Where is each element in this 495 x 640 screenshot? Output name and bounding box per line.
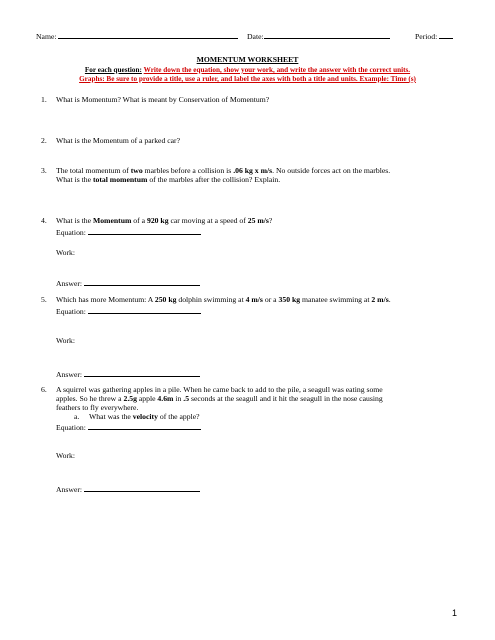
q4-speed: 25 m/s: [247, 216, 269, 225]
q5-text-i: .: [388, 295, 391, 304]
q6-sub-question-a: [74, 413, 200, 422]
q5-manatee-speed: 2 m/s: [371, 295, 389, 304]
q6-sub-a-label: a.: [74, 412, 80, 421]
q4-text-c: of a: [131, 216, 147, 225]
q6-answer-label: Answer:: [56, 485, 83, 494]
q6-text-e: in: [173, 394, 184, 403]
q6-line-1: A squirrel was gathering apples in a pile. When he came back to add to the pile, a seagull was eating some: [56, 385, 383, 394]
q4-answer: [56, 278, 200, 289]
q5-dolphin-mass: 250 kg: [154, 295, 177, 304]
q5-answer-label: Answer:: [56, 370, 83, 379]
q2-text: What is the Momentum of a parked car?: [56, 136, 181, 145]
name-blank[interactable]: [58, 31, 238, 39]
question-4: [41, 217, 272, 226]
q5-equation: [56, 306, 201, 317]
q4-text-a: What is the: [56, 216, 93, 225]
q5-answer-blank[interactable]: [84, 369, 200, 377]
q4-work-label: Work:: [56, 248, 76, 257]
q5-text-a: Which has more Momentum: A: [56, 295, 155, 304]
question-1: [41, 96, 269, 105]
question-5: [41, 296, 391, 305]
instructions-line-2: [0, 75, 495, 83]
q5-work-label: Work:: [56, 336, 76, 345]
q5-answer: [56, 369, 200, 380]
q3-text-c: marbles before a collision is: [142, 166, 234, 175]
q5-equation-blank[interactable]: [88, 306, 201, 314]
period-label: Period:: [415, 32, 438, 41]
q6-sub-a-velocity: velocity: [132, 412, 158, 421]
date-blank[interactable]: [264, 31, 390, 39]
q4-equation-blank[interactable]: [88, 227, 201, 235]
instructions-prefix: For each question:: [84, 66, 142, 74]
page-number: 1: [452, 608, 458, 618]
q6-text-g: seconds at the seagull and it hit the seagull in the nose causing: [189, 394, 383, 403]
q4-number: 4.: [41, 216, 47, 225]
name-label: Name:: [36, 32, 57, 41]
q3-number: 3.: [41, 166, 47, 175]
question-2: [41, 137, 180, 146]
q6-sub-a-pre: What was the: [89, 412, 133, 421]
q5-equation-label: Equation:: [56, 307, 86, 316]
graph-instructions: Graphs: Be sure to provide a title, use a ruler, and label the axes with both a title and units. Example: Time (s): [79, 75, 416, 83]
q6-equation: [56, 422, 201, 433]
q3-text-b: two: [130, 166, 143, 175]
instructions-line-1: [0, 66, 495, 74]
q3-text-e: . No outside forces act on the marbles.: [272, 166, 391, 175]
date-field: [247, 31, 390, 42]
q5-text-e: or a: [262, 295, 279, 304]
q6-answer-blank[interactable]: [84, 484, 200, 492]
q5-manatee-mass: 350 kg: [278, 295, 301, 304]
q6-time: .5: [183, 394, 190, 403]
q4-equation-label: Equation:: [56, 228, 86, 237]
q5-text-c: dolphin swimming at: [176, 295, 246, 304]
q2-number: 2.: [41, 136, 47, 145]
q4-text-b: Momentum: [92, 216, 132, 225]
q6-line-3: feathers to fly everywhere.: [56, 403, 139, 412]
q4-answer-label: Answer:: [56, 279, 83, 288]
q1-text: What is Momentum? What is meant by Conservation of Momentum?: [56, 95, 270, 104]
q6-sub-a-post: of the apple?: [157, 412, 200, 421]
q4-text-e: car moving at a speed of: [168, 216, 248, 225]
q6-text-c: apple: [136, 394, 158, 403]
q4-answer-blank[interactable]: [84, 278, 200, 286]
q4-text-g: ?: [268, 216, 273, 225]
period-field: [415, 31, 453, 42]
q5-text-g: manatee swimming at: [300, 295, 372, 304]
period-blank[interactable]: [439, 31, 453, 39]
q6-distance: 4.6m: [157, 394, 174, 403]
q3-text-f: What is the: [56, 175, 93, 184]
q6-apple-mass: 2.5g: [123, 394, 137, 403]
question-3-line-2: [56, 176, 280, 185]
q5-dolphin-speed: 4 m/s: [245, 295, 263, 304]
q6-number: 6.: [41, 385, 47, 394]
worksheet-title: MOMENTUM WORKSHEET: [196, 55, 299, 64]
q6-answer: [56, 484, 200, 495]
name-field: [36, 31, 238, 42]
q3-text-g: total momentum: [92, 175, 148, 184]
q5-number: 5.: [41, 295, 47, 304]
q1-number: 1.: [41, 95, 47, 104]
q3-text-h: of the marbles after the collision? Explain.: [147, 175, 281, 184]
q3-momentum-value: .06 kg x m/s: [233, 166, 273, 175]
q4-mass: 920 kg: [146, 216, 169, 225]
q6-equation-label: Equation:: [56, 423, 86, 432]
q6-equation-blank[interactable]: [88, 422, 201, 430]
q3-text-a: The total momentum of: [56, 166, 131, 175]
instructions-rest: Write down the equation, show your work, and write the answer with the correct units.: [143, 66, 411, 74]
date-label: Date:: [247, 32, 264, 41]
q4-equation: [56, 227, 201, 238]
q6-text-a: apples. So he threw a: [56, 394, 124, 403]
q6-work-label: Work:: [56, 451, 76, 460]
